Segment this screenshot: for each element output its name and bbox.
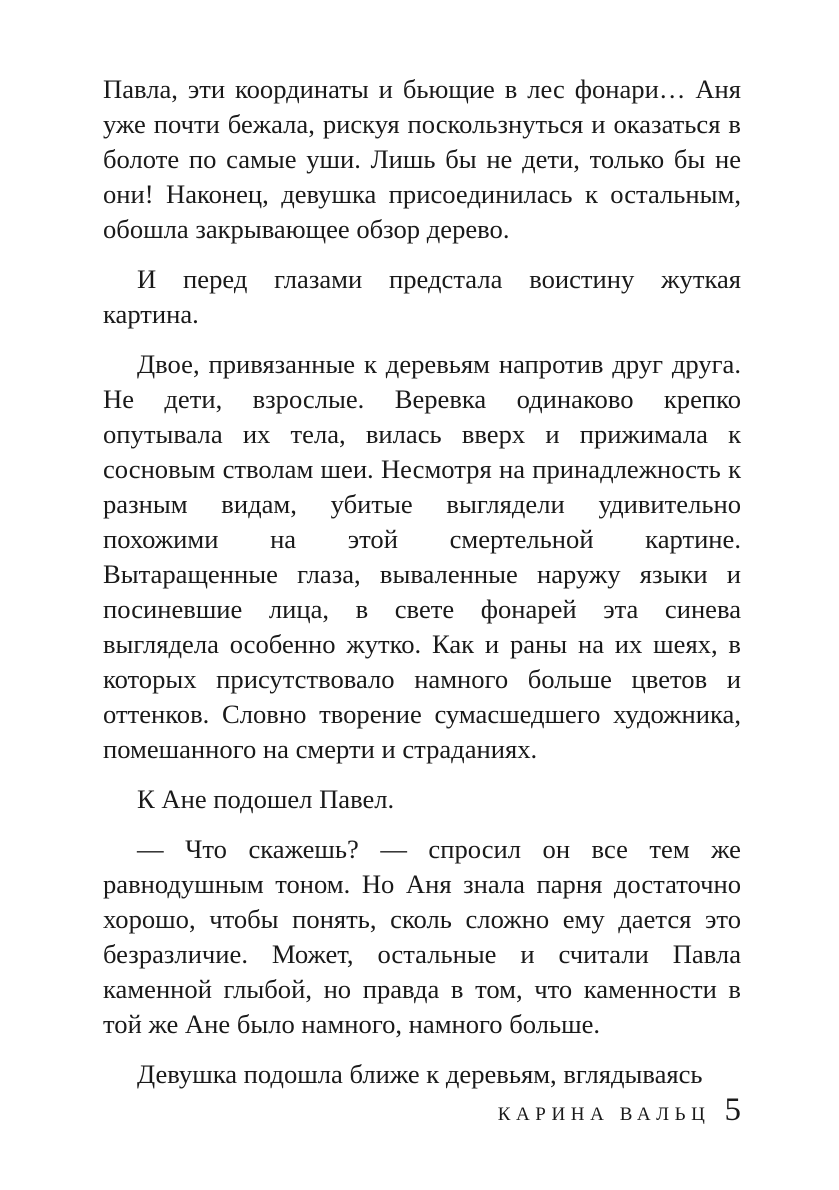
paragraph: Двое, привязанные к деревьям напротив друг друга. Не дети, взрослые. Веревка одинаково крепко опутывала их тела, вилась вверх и прижимала к сосновым стволам шеи. Несмотря на принадлежность к разным видам, убитые выглядели удивительно похожими на этой смертельной картине. Вытаращенные глаза, вываленные наружу языки и посиневшие лица, в свете фонарей эта синева выглядела особенно жутко. Как и раны на их шеях, в которых присутствовало намного больше цветов и оттенков. Словно творение сумасшедшего художника, помешанного на смерти и страданиях. (103, 349, 741, 764)
running-footer (0, 1092, 741, 1132)
page-number: 5 (724, 1092, 741, 1128)
paragraph: Девушка подошла ближе к деревьям, вглядываясь (137, 1059, 703, 1089)
paragraph: — Что скажешь? — спросил он все тем же равнодушным тоном. Но Аня знала парня достаточно хорошо, чтобы понять, сколь сложно ему дается это безразличие. Может, остальные и считали Павла каменной глыбой, но правда в том, что каменности в той же Ане было намного, намного больше. (103, 834, 741, 1039)
body-text (103, 72, 741, 1107)
author-name: КАРИНА ВАЛЬЦ (497, 1104, 711, 1125)
paragraph: И перед глазами предстала воистину жуткая картина. (103, 264, 741, 329)
paragraph: Павла, эти координаты и бьющие в лес фонари… Аня уже почти бежала, рискуя поскользнуться и оказаться в болоте по самые уши. Лишь бы не дети, только бы не они! Наконец, девушка присоединилась к остальным, обошла закрывающее обзор дерево. (103, 74, 741, 244)
paragraph: К Ане подошел Павел. (137, 784, 395, 814)
